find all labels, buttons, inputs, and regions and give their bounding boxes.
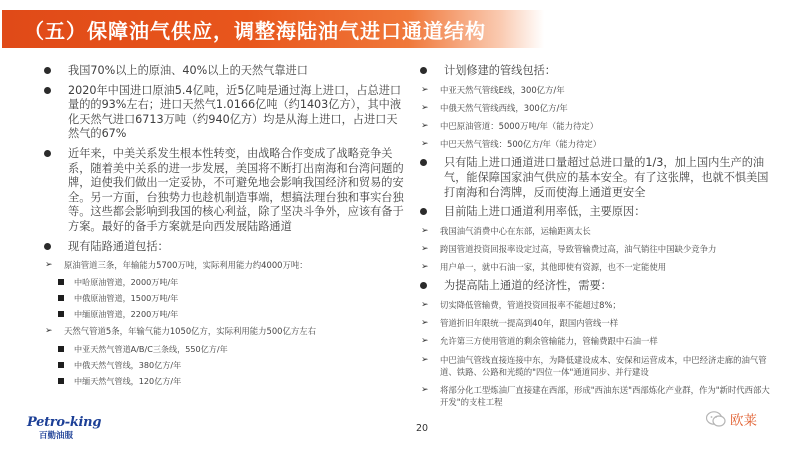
sub-list-item: ➢ 切实降低管输费，管道投资回报率不能超过8%； — [421, 299, 621, 310]
bullet-dot-icon — [44, 67, 51, 74]
page-number: 20 — [416, 423, 429, 434]
arrow-bullet-icon: ➢ — [421, 336, 429, 347]
sub-list-item: ➢ 中巴天然气管线：500亿方/年（能力待定） — [421, 139, 602, 150]
list-item: 现有陆路通道包括： — [44, 240, 404, 255]
sub-list-item: ➢ 将部分化工型炼油厂直接建在西部，形成"西油东送"西部炼化产业群，作为"新时代西部大开发"的支柱工程 — [421, 385, 770, 408]
arrow-bullet-icon: ➢ — [45, 260, 53, 271]
sub-sub-list-item: 中缅天然气管线，120亿方/年 — [58, 376, 404, 387]
bullet-dot-icon — [420, 159, 427, 166]
arrow-bullet-icon: ➢ — [421, 84, 429, 95]
watermark — [706, 409, 757, 429]
bullet-dot-icon — [420, 67, 427, 74]
logo-chinese-name: 百勤油服 — [39, 431, 74, 441]
square-bullet-icon — [58, 362, 64, 368]
sub-sub-list-item: 中俄天然气管线，380亿方/年 — [58, 360, 404, 371]
page-title: （五）保障油气供应，调整海陆油气进口通道结构 — [24, 18, 486, 43]
square-bullet-icon — [58, 311, 64, 317]
sub-list-item: ➢ 中巴原油管道：5000万吨/年（能力待定） — [421, 121, 599, 131]
arrow-bullet-icon: ➢ — [421, 225, 429, 236]
list-item: 为提高陆上通道的经济性，需要： — [420, 279, 770, 294]
list-item: 只有陆上进口通道进口量超过总进口量的1/3，加上国内生产的油气，能保障国家油气供应的基本安全。有了这张牌，也就不惧美国打南海和台湾牌，反而使海上通道更安全 — [420, 156, 770, 200]
arrow-bullet-icon: ➢ — [421, 102, 429, 113]
sub-list-item: ➢ 原油管道三条，年输能力5700万吨，实际利用能力约4000万吨： — [45, 260, 308, 271]
arrow-bullet-icon: ➢ — [421, 299, 429, 310]
right-column — [420, 64, 770, 414]
square-bullet-icon — [58, 295, 64, 301]
arrow-bullet-icon: ➢ — [421, 139, 429, 150]
bullet-dot-icon — [44, 150, 51, 157]
title-banner — [2, 10, 544, 48]
company-logo — [27, 415, 107, 441]
watermark-text: 欧莱 — [730, 413, 757, 429]
list-item: 近年来，中美关系发生根本性转变，由战略合作变成了战略竞争关系，随着美中关系的进一步发展，美国将不断打出南海和台湾问题的牌，迫使我们做出一定妥协，不可避免地会影响我国经济和贸易的安全。另一方面，台独势力也趁机制造事端，想搞法理台独和事实台独等。这些都会影响到我国的核心利益，除了坚决斗争外，应该有备于方案。最好的备手方案就是向西发展陆路通道 — [44, 147, 404, 235]
sub-list-item: ➢ 中巴油气管线直接连接中东，为降低建设成本、安保和运营成本，中巴经济走廊的油气管道、铁路、公路和光缆的"四位一体"通道同步、并行建设 — [421, 354, 767, 377]
list-item: 目前陆上进口通道利用率低，主要原因： — [420, 205, 770, 220]
arrow-bullet-icon: ➢ — [421, 385, 429, 395]
sub-list-item: ➢ 中亚天然气管线E线，300亿方/年 — [421, 84, 565, 95]
left-column — [44, 64, 404, 392]
bullet-dot-icon — [420, 208, 427, 215]
sub-sub-list-item: 中亚天然气管道A/B/C三条线，550亿方/年 — [58, 344, 404, 355]
bullet-dot-icon — [44, 87, 51, 94]
chat-bubble-icon — [706, 411, 726, 428]
arrow-bullet-icon: ➢ — [421, 318, 429, 329]
sub-sub-list-item: 中俄原油管道，1500万吨/年 — [58, 293, 404, 304]
square-bullet-icon — [58, 378, 64, 384]
sub-list-item: ➢ 用户单一，就中石油一家，其他即使有资源，也不一定能使用 — [421, 262, 667, 273]
bullet-dot-icon — [44, 243, 51, 250]
sub-sub-list-item: 中哈原油管道，2000万吨/年 — [58, 277, 404, 288]
sub-list-item: ➢ 允许第三方使用管道的剩余管输能力，管输费跟中石油一样 — [421, 336, 658, 347]
sub-list-item: ➢ 管道折旧年限统一提高到40年，跟国内管线一样 — [421, 318, 619, 329]
arrow-bullet-icon: ➢ — [421, 262, 429, 273]
arrow-bullet-icon: ➢ — [421, 121, 429, 131]
sub-list-item: ➢ 中俄天然气管线西线，300亿方/年 — [421, 102, 568, 113]
list-item: 我国70%以上的原油、40%以上的天然气靠进口 — [44, 64, 404, 79]
sub-list-item: ➢ 我国油气消费中心在东部，运输距离太长 — [421, 225, 591, 236]
arrow-bullet-icon: ➢ — [421, 243, 429, 254]
list-item: 2020年中国进口原油5.4亿吨，近5亿吨是通过海上进口，占总进口量的的93%左右；进口天然气1.0166亿吨（约1403亿方），其中液化天然气进口6713万吨（约940亿方）均是从海上进口，占进口天然气的67% — [44, 84, 404, 142]
bullet-dot-icon — [420, 282, 427, 289]
sub-list-item: ➢ 跨国管道投资回报率设定过高，导致管输费过高，油气销往中国缺少竞争力 — [421, 243, 717, 254]
sub-list-item: ➢ 天然气管道5条，年输气能力1050亿方，实际利用能力500亿方左右 — [45, 326, 317, 337]
logo-wordmark: Petro-king — [27, 415, 102, 430]
arrow-bullet-icon: ➢ — [421, 354, 429, 365]
arrow-bullet-icon: ➢ — [45, 326, 53, 337]
square-bullet-icon — [58, 279, 64, 285]
square-bullet-icon — [58, 346, 64, 352]
list-item: 计划修建的管线包括： — [420, 64, 770, 79]
sub-sub-list-item: 中缅原油管道，2200万吨/年 — [58, 309, 404, 320]
